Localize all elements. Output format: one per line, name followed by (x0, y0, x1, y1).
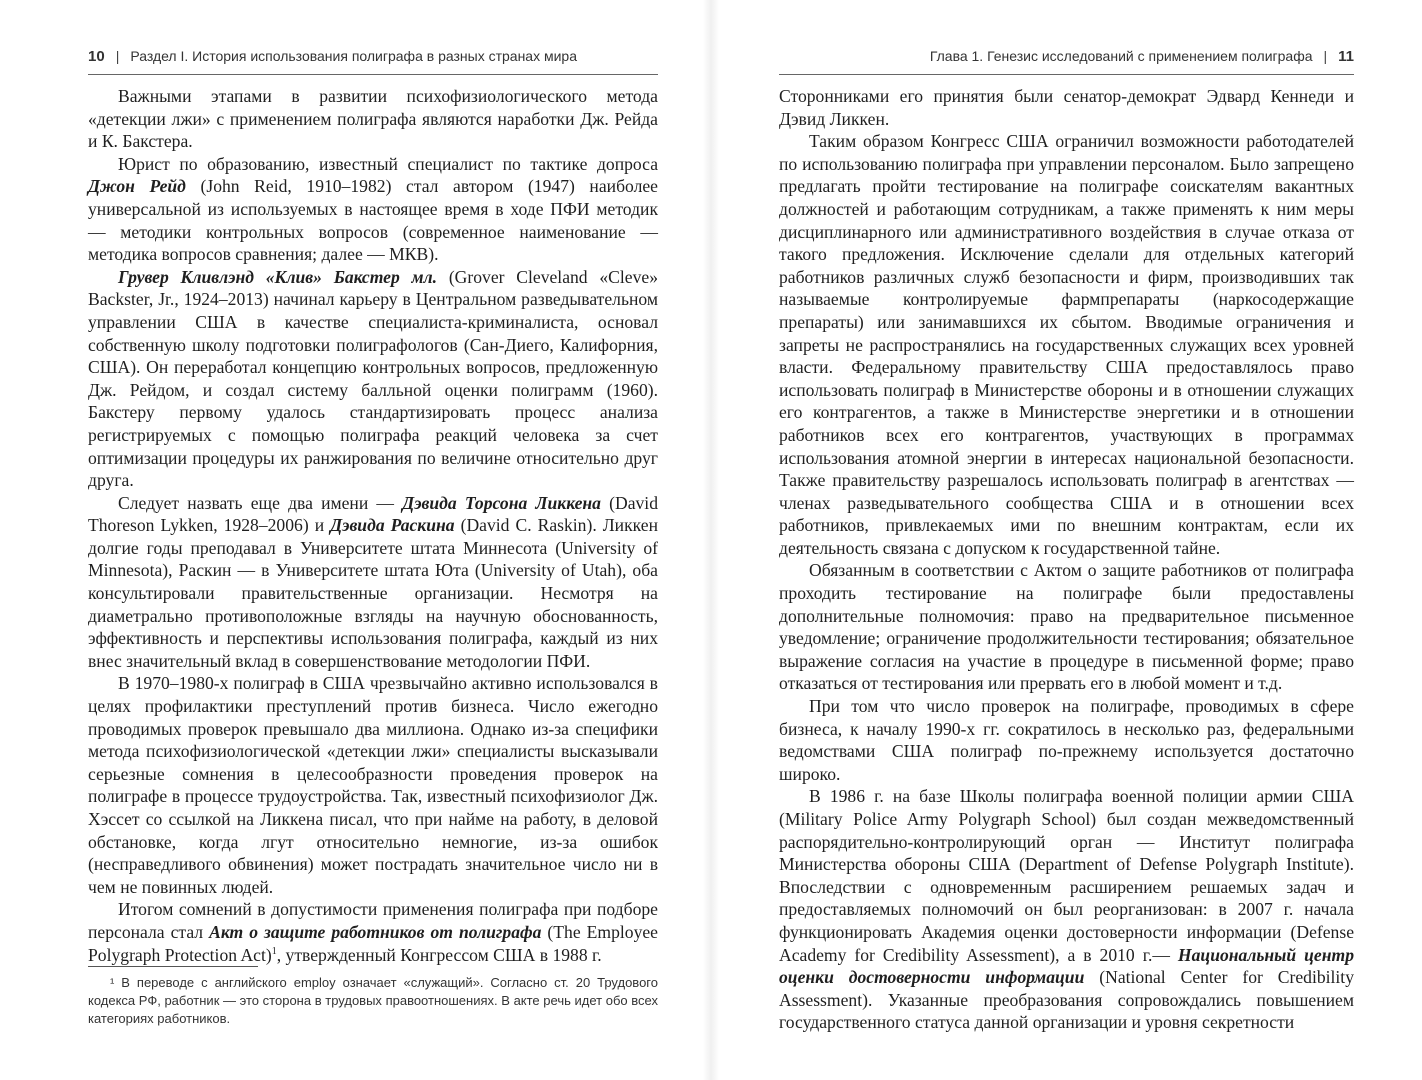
right-running-head: Глава 1. Генезис исследований с применением полиграфа | 11 (929, 48, 1354, 65)
right-paragraph-5: В 1986 г. на базе Школы полиграфа военной полиции армии США (Military Police Army Polygraph School) был создан межведомственный распорядительно-контролирующий орган — Институт полиграфа Министерства обороны США (Department of Defense Polygraph Institute). Впоследствии с одновременным расширением решаемых задач и предоставляемых полномочий он был реорганизован: в 2007 г. начала функционировать Академия оценки достоверности информации (Defense Academy for Credibility Assessment), а в 2010 г.— Национальный центр оценки достоверности информации (National Center for Credibility Assessment). Указанные преобразования сопровождались повышением государственного статуса данной организации и уровня секретности (779, 786, 1354, 1033)
right-chapter-title: Глава 1. Генезис исследований с применением полиграфа (929, 48, 1313, 64)
right-page-number: 11 (1338, 48, 1354, 65)
left-paragraph-1: Важными этапами в развитии психофизиологического метода «детекции лжи» с применением полиграфа являются наработки Дж. Рейда и К. Бакстера. (88, 86, 658, 152)
person-name-raskin: Дэвида Раскина (330, 515, 455, 536)
person-name-backster: Грувер Кливлэнд «Клив» Бакстер мл. (118, 266, 438, 287)
left-body-text (88, 85, 658, 966)
ncca-name: Национальный центр оценки достоверности информации (779, 944, 1354, 988)
right-header-rule (779, 74, 1354, 75)
right-paragraph-3: Обязанным в соответствии с Актом о защите работников от полиграфа проходить тестирование на полиграфе были предоставлены дополнительные полномочия: право на предварительное письменное уведомление; ограничение продолжительности тестирования; обязательное выражение согласия на участие в процедуре в письменной форме; право отказаться от тестирования или прервать его в любой момент и т.д. (779, 560, 1354, 694)
right-paragraph-1: Сторонниками его принятия были сенатор-демократ Эдвард Кеннеди и Дэвид Ликкен. (779, 86, 1354, 129)
person-name-lykken: Дэвида Торсона Ликкена (402, 492, 601, 513)
footnote-rule (88, 966, 258, 967)
left-section-title: Раздел I. История использования полиграфа в разных странах мира (130, 48, 577, 64)
footnote-ref-1: 1 (271, 945, 277, 957)
left-paragraph-4: Следует назвать еще два имени — Дэвида Торсона Ликкена (David Thoreson Lykken, 1928–2006) и Дэвида Раскина (David C. Raskin). Ликкен долгие годы преподавал в Университете штата Миннесота (University of Minnesota), Раскин — в Университете штата Юта (University of Utah), оба консультировали правительственные организации. Несмотря на диаметрально противоположные взгляды на научную обоснованность, эффективность и перспективы использования полиграфа, каждый из них внес значительный вклад в совершенствование методологии ПФИ. (88, 492, 658, 671)
left-paragraph-6: Итогом сомнений в допустимости применения полиграфа при подборе персонала стал Акт о защите работников от полиграфа (The Employee Polygraph Protection Act)$^1$, утвержденный Конгрессом США в 1988 г. (88, 899, 658, 965)
left-paragraph-3: Грувер Кливлэнд «Клив» Бакстер мл. (Grover Cleveland «Cleve» Backster, Jr., 1924–2013) начинал карьеру в Центральном разведывательном управлении США в качестве специалиста-криминалиста, основал собственную школу подготовки полиграфологов (Сан-Диего, Калифорния, США). Он переработал концепцию контрольных вопросов, предложенную Дж. Рейдом, и создал систему балльной оценки полиграмм (1960). Бакстеру первому удалось стандартизировать процесс анализа регистрируемых с помощью полиграфа реакций человека за счет оптимизации процедуры их ранжирования по величине относительно друг друга. (88, 266, 658, 491)
footnote: ¹ В переводе с английского employ означает «служащий». Согласно ст. 20 Трудового кодекса РФ, работник — это сторона в трудовых правоотношениях. В акте речь идет обо всех категориях работников. (88, 975, 658, 1026)
left-paragraph-5: В 1970–1980-х полиграф в США чрезвычайно активно использовался в целях профилактики преступлений против бизнеса. Число ежегодно проводимых проверок превышало два миллиона. Однако из-за специфики метода психофизиологической «детекции лжи» специалисты высказывали серьезные сомнения в целесообразности проведения проверок на полиграфе в процессе трудоустройства. Так, известный психофизиолог Дж. Хэссет со ссылкой на Ликкена писал, что при найме на работу, в деловой обстановке, когда лгут относительно немногие, из-за ошибок (несправедливого обвинения) может пострадать значительное число ни в чем не повинных людей. (88, 673, 658, 897)
left-page-number: 10 (88, 48, 105, 65)
person-name-reid: Джон Рейд (88, 176, 186, 197)
act-name: Акт о защите работников от полиграфа (209, 921, 542, 942)
left-paragraph-2: Юрист по образованию, известный специалист по тактике допроса Джон Рейд (John Reid, 1910–1982) стал автором (1947) наиболее универсальной из используемых в настоящее время в ходе ПФИ методик — методики контрольных вопросов (современное наименование — методика вопросов сравнения; далее — МКВ). (88, 153, 658, 265)
right-paragraph-2: Таким образом Конгресс США ограничил возможности работодателей по использованию полиграфа при управлении персоналом. Было запрещено предлагать пройти тестирование на полиграфе соискателям вакантных должностей и работающим сотрудникам, а также применять к ним меры дисциплинарного или административного воздействия в случае отказа от такого предложения. Исключение сделали для отдельных категорий работников различных служб безопасности и фирм, производивших так называемые контролируемые фармпрепараты (наркосодержащие препараты) или занимавшихся их сбытом. Вводимые ограничения и запреты не распространялись на государственных служащих всех уровней власти. Федеральному правительству США предоставлялось право использовать полиграф в Министерстве обороны и в отношении служащих его контрагентов, а также в Министерстве энергетики и в отношении работников всех его контрагентов, участвующих в программах использования атомной энергии в интересах национальной безопасности. Также правительству разрешалось использовать полиграф в агентствах — членах разведывательного сообщества США и в отношении всех работников, привлекаемых ими по внешним контрактам, если их деятельность связана с допуском к государственной тайне. (779, 131, 1354, 558)
right-page (711, 0, 1422, 1080)
right-body-text (779, 85, 1354, 1034)
left-running-head: 10 | Раздел I. История использования полиграфа в разных странах мира (88, 48, 577, 65)
left-header-rule (88, 74, 658, 75)
right-paragraph-4: При том что число проверок на полиграфе, проводимых в сфере бизнеса, к началу 1990-х гг. сократилось в несколько раз, федеральными ведомствами США полиграф по-прежнему используется достаточно широко. (779, 696, 1354, 784)
